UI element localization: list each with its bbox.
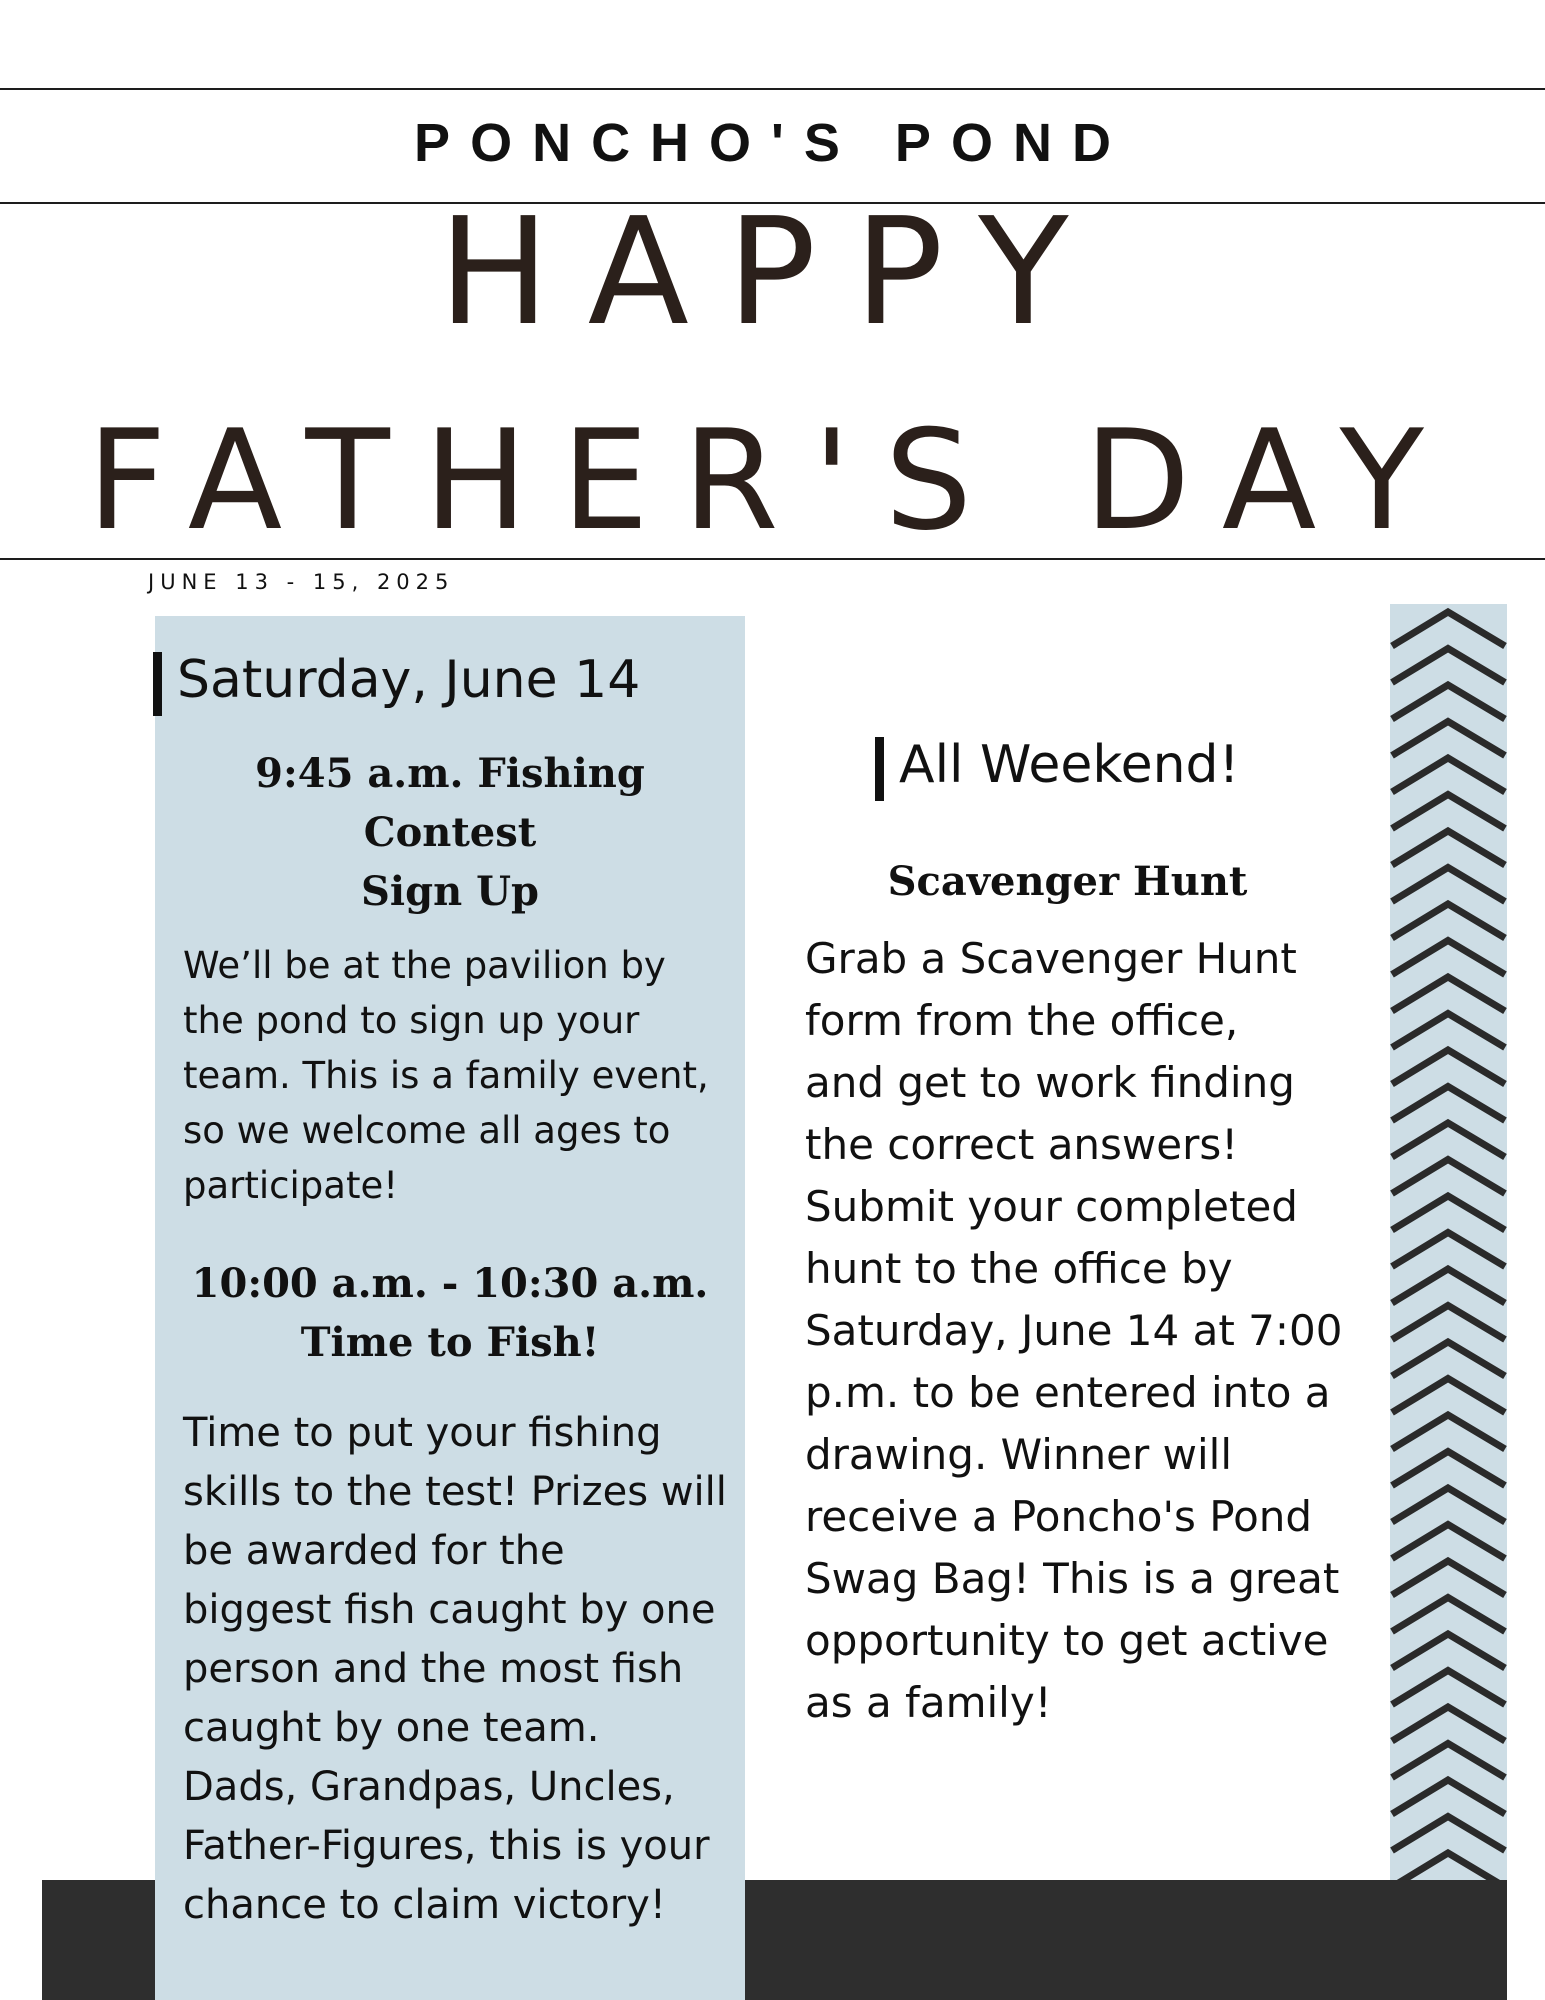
chevron-mark — [1392, 1598, 1505, 1632]
all-weekend-heading-text: All Weekend! — [899, 735, 1240, 795]
chevron-mark — [1392, 1853, 1505, 1880]
scavenger-hunt-title: Scavenger Hunt — [887, 858, 1248, 905]
chevron-mark — [1392, 1269, 1505, 1303]
chevron-mark — [1392, 1123, 1505, 1157]
brand-name: PONCHO'S POND — [414, 113, 1131, 173]
chevron-mark — [1392, 1342, 1505, 1376]
chevron-mark — [1392, 1780, 1505, 1814]
chevron-mark — [1392, 1415, 1505, 1449]
chevron-mark — [1392, 1196, 1505, 1230]
chevron-mark — [1392, 1014, 1505, 1048]
chevron-mark — [1392, 612, 1505, 646]
chevron-mark — [1392, 977, 1505, 1011]
chevron-mark — [1392, 831, 1505, 865]
chevron-mark — [1392, 1744, 1505, 1778]
chevron-mark — [1392, 1707, 1505, 1741]
chevron-mark — [1392, 868, 1505, 902]
chevron-mark — [1392, 1525, 1505, 1559]
signup-body: We’ll be at the pavilion by the pond to sign up your team. This is a family event, so we welcome all ages to participate! — [183, 944, 709, 1207]
title-line-fathers-day: FATHER'S DAY — [87, 400, 1458, 561]
chevron-mark — [1392, 1817, 1505, 1851]
chevron-mark — [1392, 1671, 1505, 1705]
event-dates: JUNE 13 - 15, 2025 — [148, 570, 455, 594]
chevron-mark — [1392, 1160, 1505, 1194]
chevron-mark — [1392, 685, 1505, 719]
chevron-mark — [1392, 1634, 1505, 1668]
heading-accent-bar — [153, 652, 162, 716]
chevron-mark — [1392, 1233, 1505, 1267]
chevron-mark — [1392, 1561, 1505, 1595]
chevron-mark — [1392, 649, 1505, 683]
chevron-mark — [1392, 1452, 1505, 1486]
chevron-mark — [1392, 904, 1505, 938]
chevron-pattern-icon — [1390, 604, 1507, 1880]
chevron-mark — [1392, 795, 1505, 829]
fishing-time-title: 10:00 a.m. - 10:30 a.m. Time to Fish! — [191, 1260, 709, 1366]
chevron-mark — [1392, 722, 1505, 756]
title-line-happy: HAPPY — [438, 186, 1107, 358]
top-rule — [0, 88, 1545, 90]
heading-accent-bar — [875, 737, 884, 801]
chevron-mark — [1392, 941, 1505, 975]
saturday-heading-text: Saturday, June 14 — [177, 650, 641, 710]
chevron-mark — [1392, 1050, 1505, 1084]
chevron-mark — [1392, 1488, 1505, 1522]
chevron-mark — [1392, 1306, 1505, 1340]
chevron-mark — [1392, 1379, 1505, 1413]
chevron-pattern-strip — [1390, 604, 1507, 1880]
chevron-mark — [1392, 1087, 1505, 1121]
scavenger-hunt-body: Grab a Scavenger Hunt form from the office, and get to work finding the correct answers! Submit your completed hunt to the office by Saturday, June 14 at 7:00 p.m. to be entered into a drawing. Winner will receive a Poncho's Pond Swag Bag! This is a great opportunity to get active as a family! — [805, 934, 1343, 1727]
fishing-body: Time to put your fishing skills to the test! Prizes will be awarded for the biggest fish caught by one person and the most fish caught by one team. Dads, Grandpas, Uncles, Father-Figures, this is your chance to claim victory! — [183, 1410, 727, 1928]
chevron-mark — [1392, 758, 1505, 792]
signup-title: 9:45 a.m. Fishing Contest Sign Up — [255, 750, 645, 915]
